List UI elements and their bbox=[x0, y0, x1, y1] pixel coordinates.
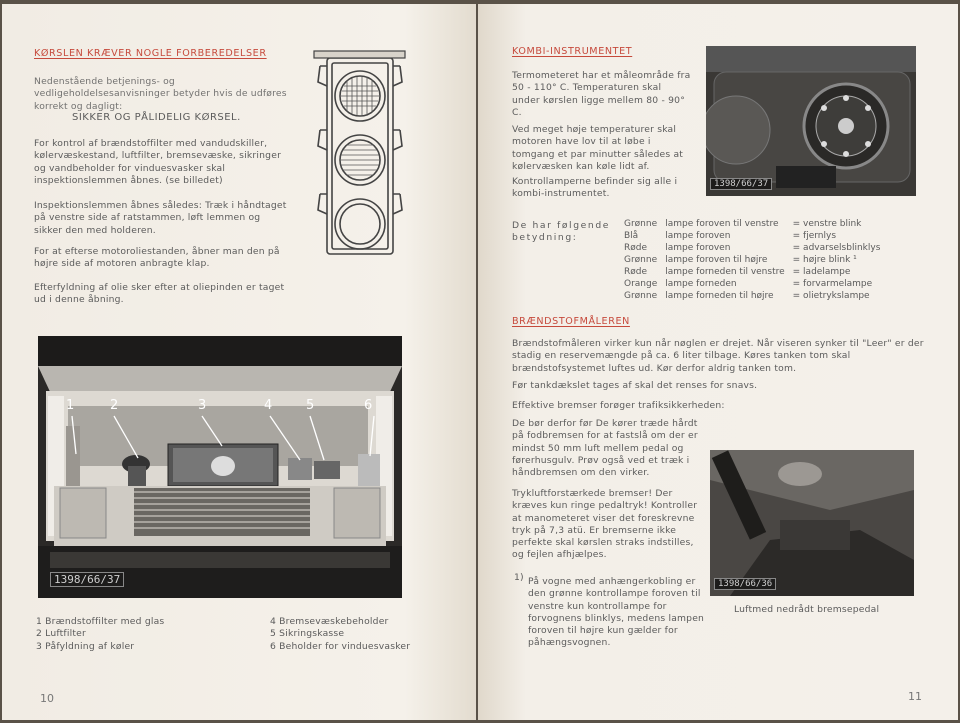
lamp-meaning: = advarselsblinklys bbox=[792, 243, 881, 253]
page-number-left: 10 bbox=[40, 692, 54, 705]
legend-item: 3 Påfyldning af køler bbox=[36, 640, 135, 652]
lamp-table bbox=[624, 218, 888, 302]
engine-compartment-photo bbox=[38, 336, 402, 598]
motto: SIKKER OG PÅLIDELIG KØRSEL. bbox=[72, 112, 241, 123]
photo-stamp: 1398/66/37 bbox=[50, 572, 124, 587]
lamp-color: Grønne bbox=[624, 219, 658, 229]
lamp-desc: lampe foroven bbox=[665, 231, 731, 241]
brake-photo-caption: Luftmed nedrådt bremsepedal bbox=[734, 604, 880, 615]
instrument-photo-stamp: 1398/66/37 bbox=[710, 178, 772, 190]
lamp-meaning: = fjernlys bbox=[792, 231, 837, 241]
meaning-label: De har følgende betydning: bbox=[512, 220, 610, 244]
kombi-temp-text: Termometeret har et måleområde fra 50 - 110° C. Temperaturen skal under kørslen ligge mellem 80 - 90° C. bbox=[512, 70, 691, 118]
lamp-meaning: = olietrykslampe bbox=[792, 291, 870, 301]
callout-2: 2 bbox=[110, 398, 119, 413]
lamp-meaning: = forvarmelampe bbox=[792, 279, 873, 289]
left-heading: KØRSLEN KRÆVER NOGLE FORBEREDELSER bbox=[34, 48, 267, 59]
para-inspection: For kontrol af brændstoffilter med vandudskiller, kølervæskestand, luftfilter, bremsevæske, sikringer og vandbeholder for vinduesvasker skal inspektionslemmen åbnes. (se billedet) bbox=[34, 138, 282, 186]
lamp-desc: lampe forneden til venstre bbox=[665, 267, 785, 277]
callout-4: 4 bbox=[264, 398, 273, 413]
lamp-color: Orange bbox=[624, 279, 658, 289]
page-number-right: 11 bbox=[908, 690, 922, 703]
legend-right bbox=[270, 616, 410, 653]
lamp-row bbox=[624, 290, 888, 302]
brake-pedal-photo bbox=[710, 450, 914, 596]
lamp-color: Blå bbox=[624, 231, 639, 241]
kombi-cooling-text: Ved meget høje temperaturer skal motoren have lov til at løbe i tomgang et par minutter således at kølervæsken kan køle lidt af. bbox=[512, 124, 684, 172]
lamp-row bbox=[624, 266, 888, 278]
fuel-gauge-heading: BRÆNDSTOFMÅLEREN bbox=[512, 316, 630, 327]
brake-title: Effektive bremser forøger trafiksikkerheden: bbox=[512, 400, 725, 411]
lamp-color: Grønne bbox=[624, 291, 658, 301]
lamp-row bbox=[624, 254, 888, 266]
lamp-meaning: = højre blink ¹ bbox=[792, 255, 857, 265]
callout-5: 5 bbox=[306, 398, 315, 413]
footnote-text: På vogne med anhængerkobling er den grønne kontrollampe foroven til venstre kun kontrollampe for forvognens blinklys, medens lampen foroven til højre kun gælder for påhængsvognen. bbox=[528, 576, 705, 649]
left-page bbox=[2, 4, 476, 720]
traffic-light-illustration bbox=[312, 50, 407, 262]
brake-photo-stamp: 1398/66/36 bbox=[714, 578, 776, 590]
lamp-meaning: = ladelampe bbox=[792, 267, 851, 277]
callout-1: 1 bbox=[66, 398, 75, 413]
lamp-color: Røde bbox=[624, 267, 648, 277]
footnote-mark: 1) bbox=[514, 572, 524, 583]
lamp-color: Grønne bbox=[624, 255, 658, 265]
para-open-hatch: Inspektionslemmen åbnes således: Træk i håndtaget på venstre side af ratstammen, løft lemmen og sikker den med holderen. bbox=[34, 200, 287, 236]
callout-3: 3 bbox=[198, 398, 207, 413]
legend-item: 1 Brændstoffilter med glas bbox=[36, 616, 165, 627]
legend-left bbox=[36, 616, 164, 653]
callout-6: 6 bbox=[364, 398, 373, 413]
air-brake-text: Trykluftforstærkede bremser! Der kræves kun ringe pedaltryk! Kontroller at manometeret viser det foreskrevne tryk på 7,3 atü. Er bremserne ikke perfekte skal kørslen straks indstilles, og fejlen afhjælpes. bbox=[512, 488, 698, 561]
kombi-heading: KOMBI-INSTRUMENTET bbox=[512, 46, 633, 57]
legend-item: 4 Bremsevæskebeholder bbox=[270, 616, 389, 627]
para-oil-level: For at efterse motoroliestanden, åbner man den på højre side af motoren anbragte klap. bbox=[34, 246, 280, 270]
instrument-cluster-photo bbox=[706, 46, 916, 196]
legend-item: 5 Sikringskasse bbox=[270, 628, 345, 640]
lamp-row bbox=[624, 278, 888, 290]
lamp-desc: lampe foroven til højre bbox=[665, 255, 768, 265]
right-page bbox=[478, 4, 958, 720]
legend-item: 6 Beholder for vinduesvasker bbox=[270, 640, 411, 652]
lamp-meaning: = venstre blink bbox=[792, 219, 862, 229]
intro-text: Nedenstående betjenings- og vedligeholdelsesanvisninger betyder hvis de udføres korrekt og dagligt: bbox=[34, 76, 287, 112]
fuel-text: Brændstofmåleren virker kun når nøglen er drejet. Når viseren synker til "Leer" er der stadig en reservemængde på ca. 6 liter tilbage. Køres tanken tom skal brændstofsystemet luftes ud. Kør derfor aldrig tanken tom. bbox=[512, 338, 924, 374]
kombi-lamps-text: Kontrollamperne befinder sig alle i kombi-instrumentet. bbox=[512, 176, 678, 200]
lamp-desc: lampe forneden bbox=[665, 279, 737, 289]
lamp-desc: lampe foroven til venstre bbox=[665, 219, 779, 229]
para-oil-refill: Efterfyldning af olie sker efter at oliepinden er taget ud i denne åbning. bbox=[34, 282, 285, 306]
lamp-desc: lampe forneden til højre bbox=[665, 291, 774, 301]
lamp-color: Røde bbox=[624, 243, 648, 253]
lamp-row bbox=[624, 242, 888, 254]
fuel-cap-text: Før tankdækslet tages af skal det renses for snavs. bbox=[512, 380, 758, 391]
legend-item: 2 Luftfilter bbox=[36, 628, 86, 640]
lamp-row bbox=[624, 218, 888, 230]
lamp-desc: lampe foroven bbox=[665, 243, 731, 253]
lamp-row bbox=[624, 230, 888, 242]
brake-text: De bør derfor før De kører træde hårdt på fodbremsen for at fastslå om der er mindst 50 mm luft mellem pedal og førerhusgulv. Prøv også ved et træk i håndbremsen om den virker. bbox=[512, 418, 698, 479]
